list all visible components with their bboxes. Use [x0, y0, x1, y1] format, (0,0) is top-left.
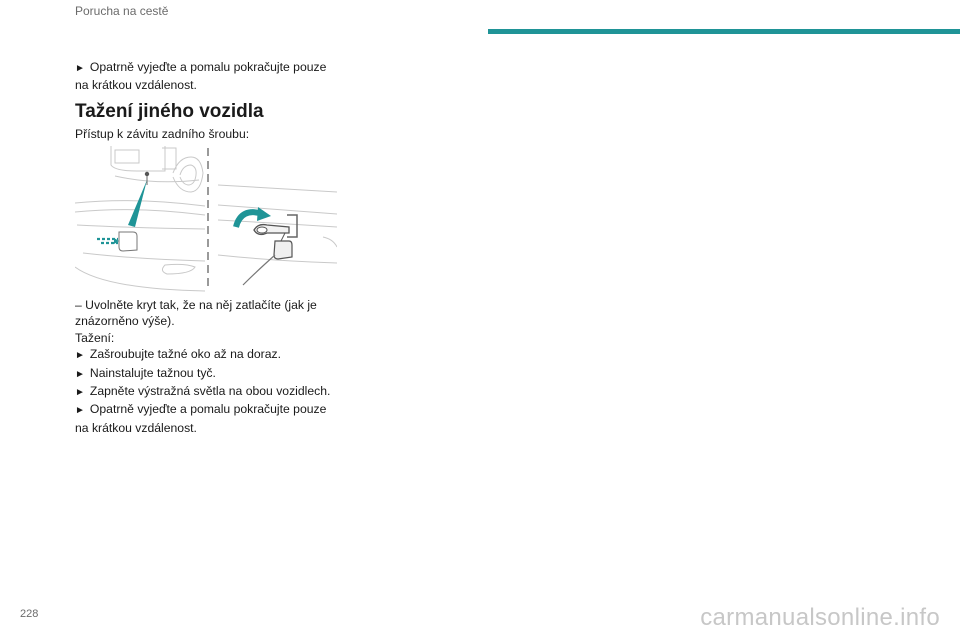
bullet-arrow-icon: ► [75, 350, 85, 362]
bullet-item: ► Opatrně vyjeďte a pomalu pokračujte pouze na krátkou vzdálenost. [75, 402, 327, 435]
intro-text: Opatrně vyjeďte a pomalu pokračujte pouze na krátkou vzdálenost. [75, 60, 327, 93]
bullet-arrow-icon: ► [75, 368, 85, 380]
bullet-arrow-icon: ► [75, 63, 85, 74]
watermark: carmanualsonline.info [700, 604, 940, 631]
intro-paragraph [75, 59, 340, 94]
section-heading: Tažení jiného vozidla [75, 101, 264, 122]
section-intro-text: Přístup k závitu zadního šroubu: [75, 127, 250, 141]
bullet-item: ► Nainstalujte tažnou tyč. [75, 365, 216, 380]
section-intro [75, 126, 340, 142]
towing-label: Tažení: [75, 330, 115, 345]
page-number: 228 [20, 608, 39, 620]
towing-instructions [75, 297, 340, 436]
bullet-item: ► Zapněte výstražná světla na obou vozidlech. [75, 384, 331, 399]
bullet-arrow-icon: ► [75, 405, 85, 417]
header-accent-bar [488, 29, 960, 34]
release-cover-step: – Uvolněte kryt tak, že na něj zatlačíte (jak je znázorněno výše). [75, 298, 317, 329]
tow-eye-illustration [75, 143, 337, 293]
bullet-arrow-icon: ► [75, 387, 85, 399]
bullet-item: ► Zašroubujte tažné oko až na doraz. [75, 347, 281, 362]
page-header-title: Porucha na cestě [75, 4, 169, 18]
